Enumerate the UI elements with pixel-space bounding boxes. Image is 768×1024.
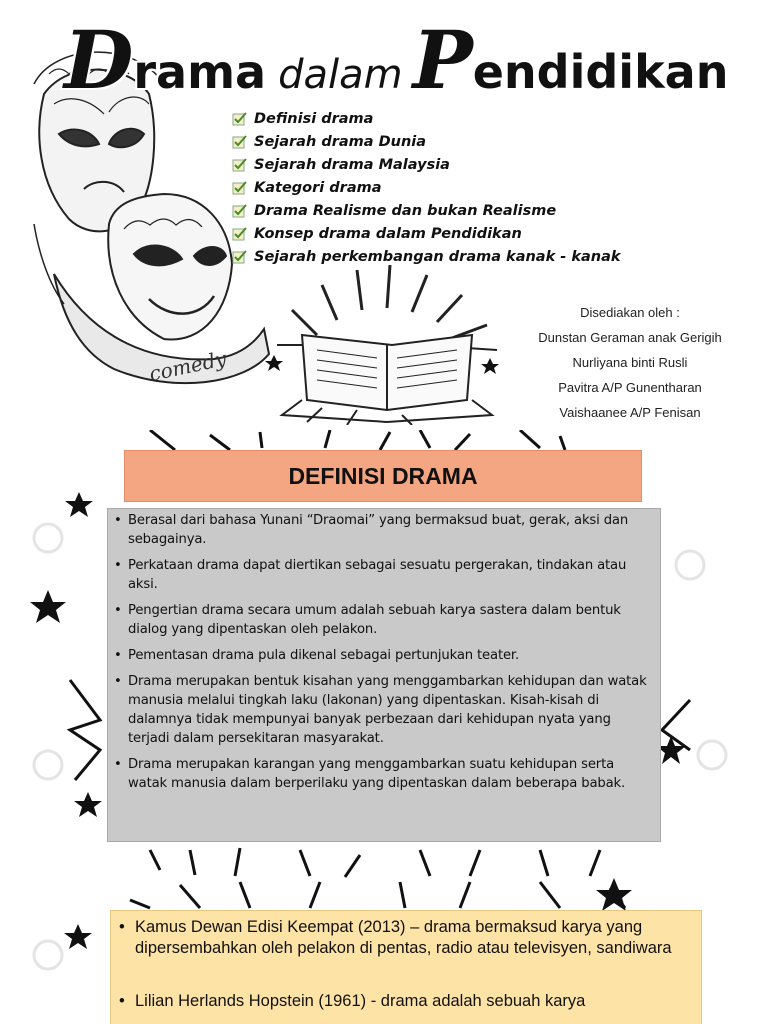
checkbox-tick-icon: [232, 226, 248, 241]
title-word-endidikan: endidikan: [472, 45, 729, 99]
checkbox-tick-icon: [232, 203, 248, 218]
contents-item-label: Kategori drama: [254, 179, 382, 196]
contents-item: [232, 107, 621, 130]
definition-heading: DEFINISI DRAMA: [124, 450, 642, 502]
contents-list: [232, 107, 621, 268]
title-initial-d: D: [64, 13, 134, 107]
checkbox-tick-icon: [232, 249, 248, 264]
contents-item-label: Drama Realisme dan bukan Realisme: [254, 202, 557, 219]
title-section: [0, 0, 768, 430]
contents-item: [232, 245, 621, 268]
checkbox-tick-icon: [232, 111, 248, 126]
contents-item: [232, 130, 621, 153]
comedy-ribbon-text: comedy: [147, 346, 229, 386]
contents-item-label: Sejarah drama Malaysia: [254, 156, 450, 173]
definition-point: • Pementasan drama pula dikenal sebagai pertunjukan teater.: [114, 646, 650, 665]
contents-item-label: Sejarah drama Dunia: [254, 133, 427, 150]
checkbox-tick-icon: [232, 157, 248, 172]
reference-box: [110, 910, 702, 1024]
contents-item: [232, 176, 621, 199]
author-name: Nurliyana binti Rusli: [572, 355, 688, 370]
title-word-dalam: dalam: [278, 52, 403, 98]
definition-point: • Perkataan drama dapat diertikan sebagai sesuatu pergerakan, tindakan atau aksi.: [114, 556, 650, 594]
contents-item: [232, 199, 621, 222]
title-initial-p: P: [412, 13, 473, 107]
reference-point: • Lilian Herlands Hopstein (1961) - drama adalah sebuah karya: [119, 991, 687, 1012]
contents-item: [232, 153, 621, 176]
authors-heading: Disediakan oleh :: [580, 305, 680, 320]
author-name: Dunstan Geraman anak Gerigih: [538, 330, 722, 345]
definition-content-box: [107, 508, 661, 842]
reference-point: • Kamus Dewan Edisi Keempat (2013) – drama bermaksud karya yang dipersembahkan oleh pelakon di pentas, radio atau televisyen, sandiwara: [119, 917, 687, 959]
open-book-illustration: [262, 250, 512, 425]
contents-item: [232, 222, 621, 245]
definition-point: • Berasal dari bahasa Yunani “Draomai” yang bermaksud buat, gerak, aksi dan sebagainya.: [114, 511, 650, 549]
author-name: Vaishaanee A/P Fenisan: [559, 405, 701, 420]
contents-item-label: Sejarah perkembangan drama kanak - kanak: [254, 248, 621, 265]
reference-list: [119, 917, 687, 1012]
definition-point: • Drama merupakan bentuk kisahan yang menggambarkan kehidupan dan watak manusia melalui tingkah laku (lakonan) yang dipentaskan. Kisah-kisah di dalamnya tidak mempunyai banyak perbezaan dari kehidupan nyata yang terjadi dalam persekitaran masyarakat.: [114, 672, 650, 748]
contents-item-label: Konsep drama dalam Pendidikan: [254, 225, 522, 242]
authors-block: [516, 300, 744, 425]
author-name: Pavitra A/P Gunentharan: [558, 380, 702, 395]
document-title: [64, 13, 729, 110]
checkbox-tick-icon: [232, 134, 248, 149]
definition-point: • Pengertian drama secara umum adalah sebuah karya sastera dalam bentuk dialog yang dipentaskan oleh pelakon.: [114, 601, 650, 639]
definition-point: • Drama merupakan karangan yang menggambarkan suatu kehidupan serta watak manusia dalam berperilaku yang dipentaskan dalam beberapa babak.: [114, 755, 650, 793]
title-word-rama: rama: [133, 45, 267, 99]
definition-section: [0, 430, 768, 1024]
contents-item-label: Definisi drama: [254, 110, 374, 127]
definition-list: [114, 511, 650, 793]
checkbox-tick-icon: [232, 180, 248, 195]
